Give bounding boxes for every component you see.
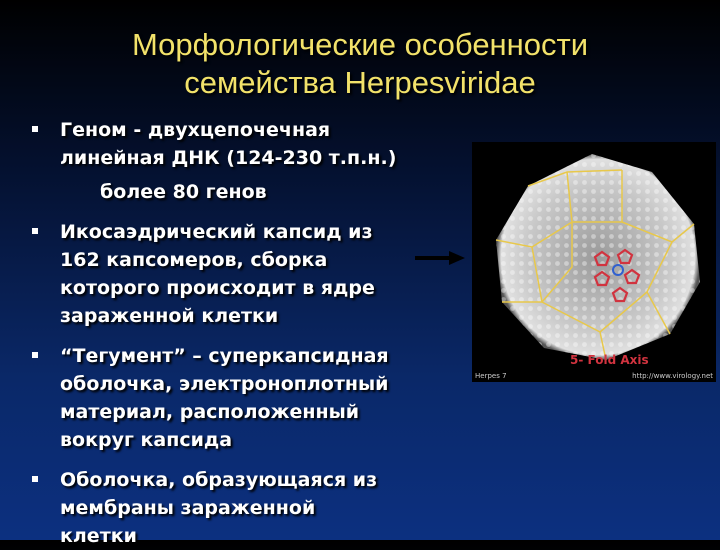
bullet-line: мембраны зараженной	[60, 497, 316, 519]
bullet-line: Оболочка, образующаяся из	[60, 469, 378, 491]
herpes-capsid-image	[472, 142, 716, 382]
bullet-line: зараженной клетки	[60, 305, 279, 327]
bullet-line: клетки	[60, 525, 137, 547]
bullet-marker	[32, 126, 38, 132]
bullet-tegument	[30, 342, 460, 454]
bullet-line: более 80 генов	[100, 181, 267, 203]
bullet-line: 162 капсомеров, сборка	[60, 249, 328, 271]
bullet-line: оболочка, электроноплотный	[60, 373, 389, 395]
bullet-list	[30, 116, 460, 550]
title-line-2: семейства Herpesviridae	[184, 65, 536, 100]
bullet-line: линейная ДНК (124-230 т.п.н.)	[60, 147, 397, 169]
arrow-right-icon	[415, 251, 465, 265]
bullet-genome	[30, 116, 460, 206]
bullet-marker	[32, 476, 38, 482]
bullet-capsid	[30, 218, 460, 330]
bullet-line: которого происходит в ядре	[60, 277, 375, 299]
bullet-envelope	[30, 466, 460, 550]
bullet-line: Геном - двухцепочечная	[60, 119, 331, 141]
five-fold-axis-label: 5- Fold Axis	[570, 353, 649, 367]
bullet-line: Икосаэдрический капсид из	[60, 221, 373, 243]
bullet-line: вокруг капсида	[60, 429, 233, 451]
bullet-line: материал, расположенный	[60, 401, 360, 423]
slide-title	[0, 26, 720, 102]
bullet-marker	[32, 352, 38, 358]
bullet-marker	[32, 228, 38, 234]
figure-caption-right: http://www.virology.net	[632, 372, 713, 380]
capsid-illustration	[472, 142, 716, 382]
bullet-line: “Тегумент” – суперкапсидная	[60, 345, 389, 367]
figure-caption-left: Herpes 7	[475, 372, 507, 380]
title-line-1: Морфологические особенности	[131, 27, 589, 62]
